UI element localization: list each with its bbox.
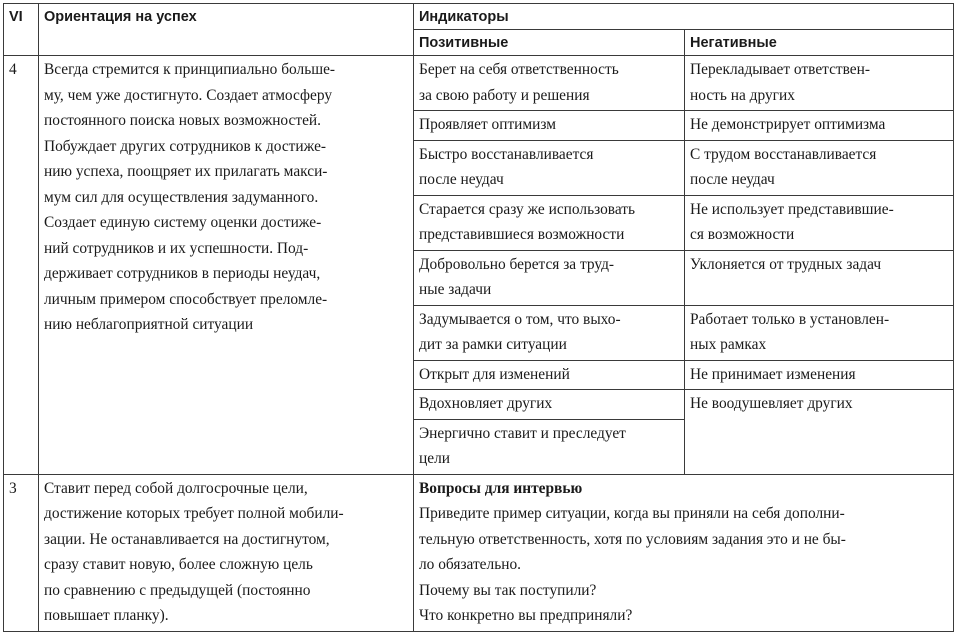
indicator-line: Энергично ставит и преследует [419, 424, 626, 442]
indicator-line: Уклоняется от трудных задач [690, 255, 882, 273]
positive-indicator [414, 360, 685, 390]
negative-indicator [685, 195, 954, 250]
positive-indicator [414, 390, 685, 420]
negative-indicator [685, 140, 954, 195]
positive-indicator [414, 195, 685, 250]
indicator-line: Открыт для изменений [419, 365, 570, 383]
indicator-row [4, 56, 954, 111]
negative-indicator [685, 250, 954, 305]
score-4: 4 [4, 56, 39, 475]
indicator-line: ные задачи [419, 281, 492, 298]
indicator-line: представившиеся возможности [419, 226, 625, 243]
score-3: 3 [4, 474, 39, 631]
negative-indicator [685, 56, 954, 111]
indicators-header: Индикаторы [414, 4, 954, 30]
description-line: Ставит перед собой долгосрочные цели, [44, 479, 308, 497]
indicator-line: Не принимает изменения [690, 365, 856, 383]
score-3-description [39, 474, 414, 631]
description-line: Побуждает других сотрудников к достиже- [44, 137, 327, 155]
indicator-line: Работает только в установлен- [690, 310, 890, 328]
interview-title: Вопросы для интервью [419, 479, 583, 497]
competency-table [3, 3, 954, 632]
question-line: Почему вы так поступили? [419, 581, 597, 599]
description-line: зации. Не останавливается на достигнутом, [44, 530, 330, 548]
negative-indicator [685, 360, 954, 390]
description-line: Создает единую систему оценки достиже- [44, 214, 322, 231]
indicator-line: Берет на себя ответственность [419, 61, 619, 78]
header-row [4, 4, 954, 30]
description-line: Всегда стремится к принципиально больше- [44, 61, 336, 78]
indicator-line: Старается сразу же использовать [419, 200, 636, 218]
indicator-line: Добровольно берется за труд- [419, 255, 615, 273]
indicator-line: Не воодушевляет других [690, 395, 853, 412]
indicator-line: дит за рамки ситуации [419, 336, 567, 353]
level-header: VI [4, 4, 39, 56]
interview-questions [414, 474, 954, 631]
competency-header: Ориентация на успех [39, 4, 414, 56]
positive-indicator [414, 305, 685, 360]
indicator-line: Задумывается о том, что выхо- [419, 310, 621, 328]
description-line: держивает сотрудников в периоды неудач, [44, 265, 321, 282]
description-line: сразу ставит новую, более сложную цель [44, 556, 313, 573]
indicator-line: после неудач [419, 171, 504, 188]
question-line: Что конкретно вы предприняли? [419, 607, 633, 624]
description-line: постоянного поиска новых возможностей. [44, 112, 321, 129]
indicator-line: после неудач [690, 171, 775, 188]
positive-indicator [414, 250, 685, 305]
score-4-description [39, 56, 414, 475]
question-line: Приведите пример ситуации, когда вы приняли на себя дополни- [419, 505, 845, 522]
indicator-line: Проявляет оптимизм [419, 116, 556, 133]
score-3-row [4, 474, 954, 631]
indicator-line: за свою работу и решения [419, 86, 590, 104]
question-line: тельную ответственность, хотя по условиям задания это и не бы- [419, 530, 846, 548]
indicator-line: ся возможности [690, 226, 795, 243]
positive-header: Позитивные [414, 30, 685, 56]
description-line: личным примером способствует преломле- [44, 290, 328, 308]
indicator-line: С трудом восстанавливается [690, 145, 877, 163]
negative-indicator [685, 111, 954, 141]
positive-indicator [414, 111, 685, 141]
indicator-line: цели [419, 450, 450, 467]
indicator-line: Быстро восстанавливается [419, 145, 594, 163]
description-line: нию неблагоприятной ситуации [44, 316, 254, 333]
description-line: нию успеха, поощряет их прилагать макси- [44, 163, 328, 180]
indicator-line: ность на других [690, 86, 795, 104]
negative-indicator [685, 390, 954, 475]
indicator-line: ных рамках [690, 336, 767, 353]
description-line: му, чем уже достигнуто. Создает атмосферу [44, 86, 333, 104]
description-line: достижение которых требует полной мобили- [44, 505, 344, 522]
description-line: мум сил для осуществления задуманного. [44, 188, 319, 206]
indicator-line: Не использует представившие- [690, 200, 894, 218]
positive-indicator [414, 419, 685, 474]
indicator-line: Не демонстрирует оптимизма [690, 116, 886, 133]
question-line: ло обязательно. [419, 556, 521, 573]
indicator-line: Вдохновляет других [419, 395, 553, 412]
description-line: ний сотрудников и их успешности. Под- [44, 239, 309, 257]
negative-header: Негативные [685, 30, 954, 56]
positive-indicator [414, 140, 685, 195]
description-line: повышает планку). [44, 607, 169, 624]
description-line: по сравнению с предыдущей (постоянно [44, 581, 311, 599]
indicator-line: Перекладывает ответствен- [690, 61, 870, 78]
positive-indicator [414, 56, 685, 111]
negative-indicator [685, 305, 954, 360]
